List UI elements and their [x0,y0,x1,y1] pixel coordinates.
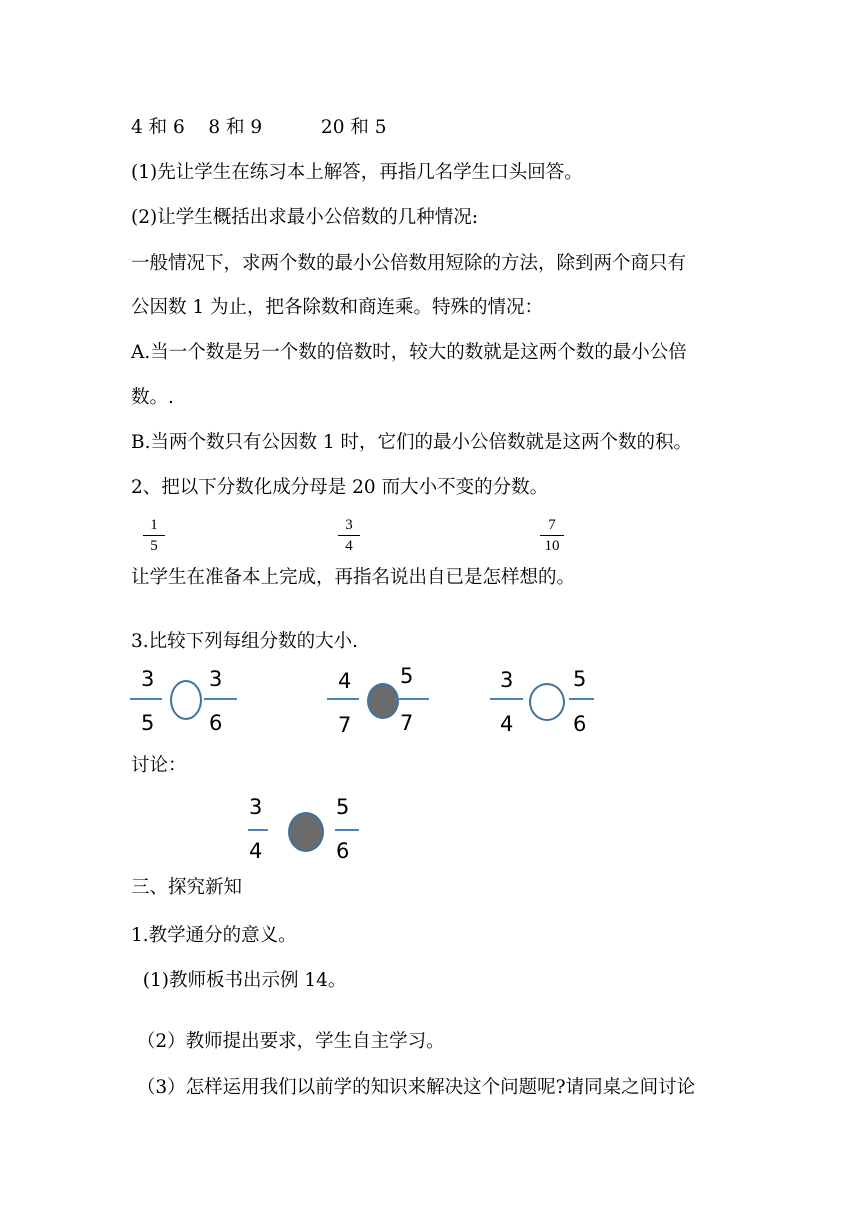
right-denominator: 6 [336,839,350,863]
left-numerator: 3 [500,668,514,692]
compare-circle-filled[interactable] [288,812,324,852]
compare-circle-empty[interactable] [170,680,202,720]
task2-fraction-3 [540,517,564,554]
general-case-line-1: 一般情况下，求两个数的最小公倍数用短除的方法，除到两个商只有 [131,253,687,274]
fraction-bar [143,535,165,536]
number-pairs: 4 和 6 8 和 9 20 和 5 [131,117,387,138]
left-numerator: 3 [249,795,263,819]
discussion-label: 讨论： [131,755,187,776]
numerator: 1 [150,517,158,533]
fraction-bar [540,535,564,536]
right-denominator: 6 [209,711,223,735]
fraction-bar [395,698,429,700]
sub-item-1: (1)教师板书出示例 14。 [131,970,347,991]
fraction-bar [569,698,594,700]
left-denominator: 5 [141,711,155,735]
task-3-heading: 3.比较下列每组分数的大小. [131,631,359,652]
step-1-text: (1)先让学生在练习本上解答，再指几名学生口头回答。 [131,162,583,183]
fraction-bar [338,535,360,536]
fraction-bar [327,698,359,700]
left-denominator: 4 [249,839,263,863]
fraction-bar [130,698,162,700]
sub-item-3: （3）怎样运用我们以前学的知识来解决这个问题呢?请同桌之间讨论 [131,1077,696,1098]
compare-circle-filled[interactable] [367,683,399,719]
right-denominator: 6 [573,712,587,736]
numerator: 7 [548,517,556,533]
denominator: 5 [150,538,158,554]
fraction-bar [490,698,523,700]
task2-fraction-2 [338,517,360,554]
right-numerator: 3 [209,667,223,691]
section-3-heading: 三、探究新知 [131,877,243,898]
task-2-heading: 2、把以下分数化成分母是 20 而大小不变的分数。 [131,477,549,498]
left-denominator: 4 [500,712,514,736]
task-2-note: 让学生在准备本上完成，再指名说出自已是怎样想的。 [131,567,576,588]
left-numerator: 3 [141,667,155,691]
left-numerator: 4 [338,669,352,693]
right-denominator: 7 [400,711,414,735]
fraction-bar [248,829,268,831]
denominator: 4 [345,538,353,554]
special-case-a-line-1: A.当一个数是另一个数的倍数时，较大的数就是这两个数的最小公倍 [131,342,687,363]
numerator: 3 [345,517,353,533]
item-1-heading: 1.教学通分的意义。 [131,925,297,946]
step-2-text: (2)让学生概括出求最小公倍数的几种情况: [131,207,478,228]
general-case-line-2: 公因数 1 为止，把各除数和商连乘。特殊的情况： [131,297,544,318]
special-case-b: B.当两个数只有公因数 1 时，它们的最小公倍数就是这两个数的积。 [131,432,693,453]
denominator: 10 [544,538,560,554]
right-numerator: 5 [573,667,587,691]
left-denominator: 7 [338,713,352,737]
fraction-bar [204,698,237,700]
fraction-bar [335,829,359,831]
sub-item-2: （2）教师提出要求，学生自主学习。 [131,1031,445,1052]
compare-circle-empty[interactable] [529,683,565,721]
task2-fraction-1 [143,517,165,554]
right-numerator: 5 [336,795,350,819]
right-numerator: 5 [400,664,414,688]
special-case-a-line-2: 数。. [131,387,174,408]
